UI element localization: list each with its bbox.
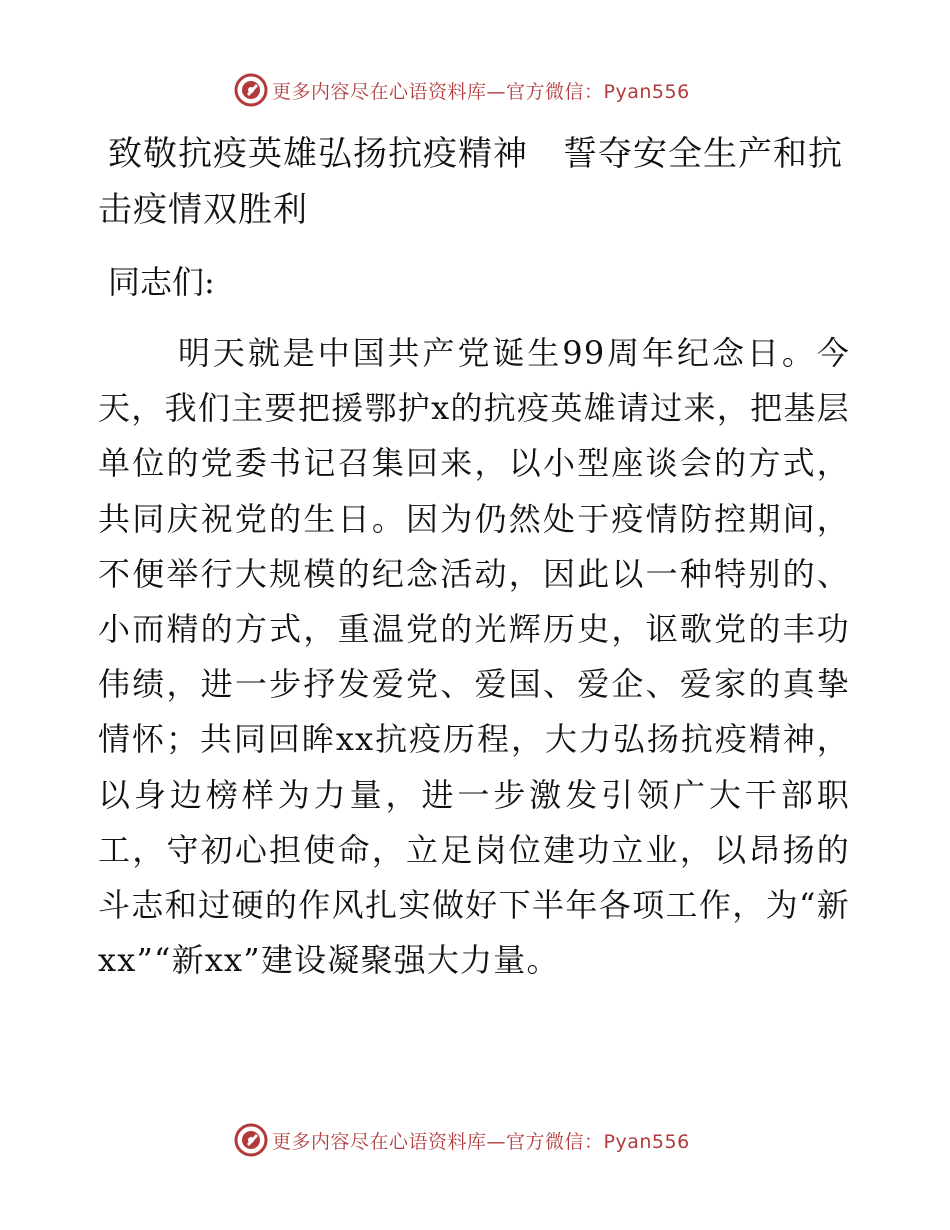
header-watermark xyxy=(234,72,690,108)
brand-logo-icon xyxy=(234,1123,268,1157)
footer-watermark xyxy=(234,1122,690,1158)
document-title: 致敬抗疫英雄弘扬抗疫精神 誓夺安全生产和抗击疫情双胜利 xyxy=(98,134,843,230)
watermark-text: 更多内容尽在心语资料库—官方微信：Pyan556 xyxy=(272,80,690,103)
watermark-text: 更多内容尽在心语资料库—官方微信：Pyan556 xyxy=(272,1130,690,1153)
body-paragraph: 明天就是中国共产党诞生99周年纪念日。今天，我们主要把援鄂护x的抗疫英雄请过来，把基层单位的党委书记召集回来，以小型座谈会的方式，共同庆祝党的生日。因为仍然处于疫情防控期间，不便举行大规模的纪念活动，因此以一种特别的、小而精的方式，重温党的光辉历史，讴歌党的丰功伟绩，进一步抒发爱党、爱国、爱企、爱家的真挚情怀；共同回眸xx抗疫历程，大力弘扬抗疫精神，以身边榜样为力量，进一步激发引领广大干部职工，守初心担使命，立足岗位建功立业，以昂扬的斗志和过硬的作风扎实做好下半年各项工作，为“新xx”“新xx”建设凝聚强大力量。 xyxy=(98,334,850,980)
brand-logo-icon xyxy=(234,73,268,107)
salutation: 同志们: xyxy=(108,263,215,301)
